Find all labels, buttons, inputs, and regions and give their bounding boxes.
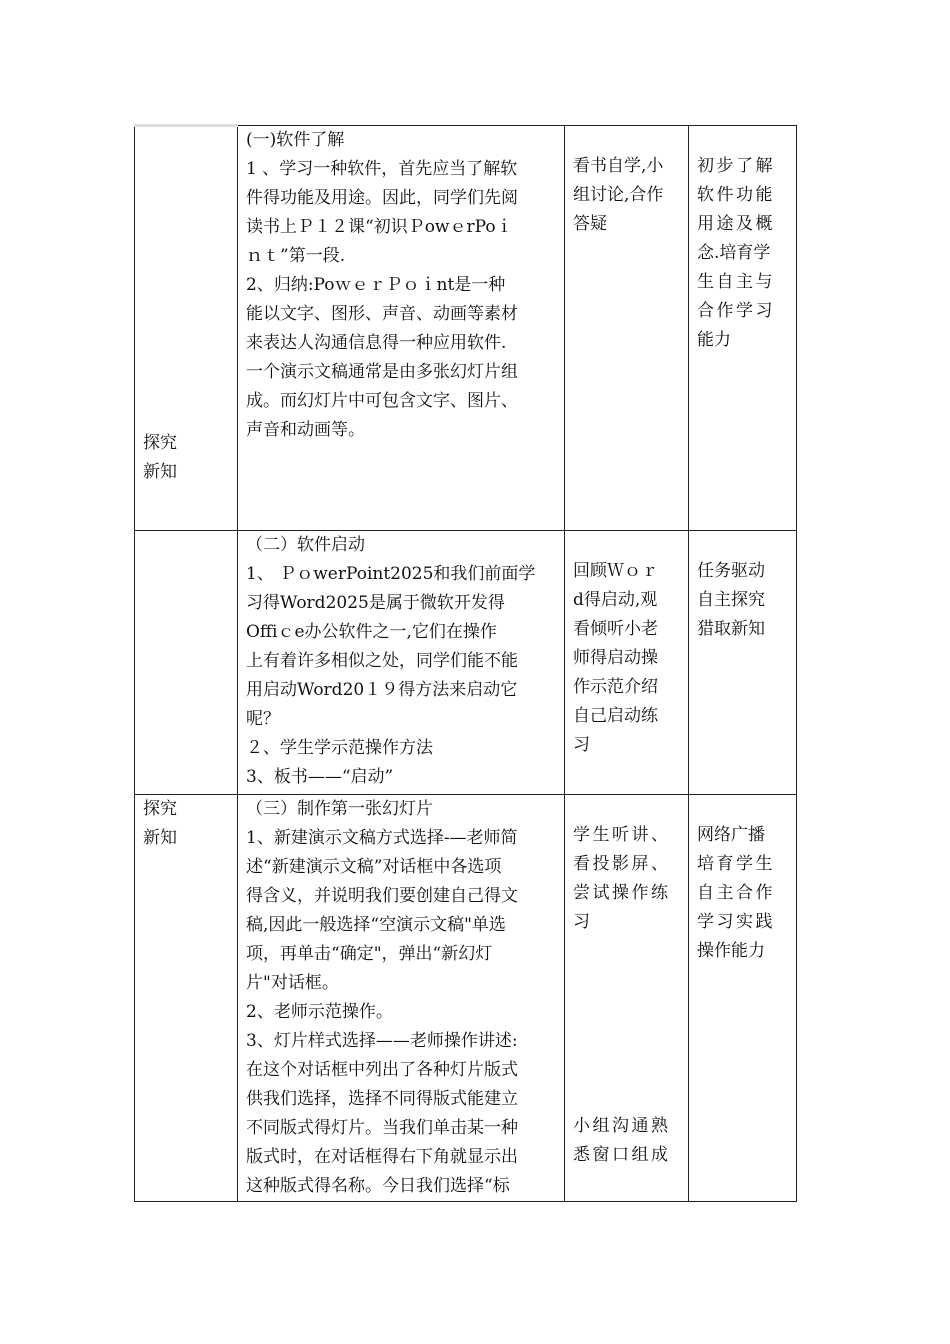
content-line: 2、老师示范操作。 [246,1002,393,1022]
table-row [135,531,797,795]
purpose-cell [689,531,797,795]
content-line: 上有着许多相似之处，同学们能不能 [246,651,518,671]
content-line: 用启动Word20１９得方法来启动它 [246,680,518,700]
activity-line: 悉窗口组成 [573,1145,671,1165]
content-cell [238,795,565,1202]
activity-cell [565,126,689,531]
content-line: Offiｃe办公软件之一,它们在操作 [246,622,497,642]
purpose-line: 猎取新知 [697,619,765,639]
content-line: 呢？ [246,709,280,729]
section-cell [135,531,238,795]
table-row [135,126,797,531]
content-line: 成。而幻灯片中可包含文字、图片、 [246,391,518,411]
content-line: 一个演示文稿通常是由多张幻灯片组 [246,362,518,382]
content-line: 声音和动画等。 [246,420,365,440]
purpose-line: 生自主与 [697,272,775,292]
content-line: 来表达人沟通信息得一种应用软件. [246,333,507,353]
purpose-line: 合作学习 [697,301,775,321]
content-line: 稿,因此一般选择“空演示文稿"单选 [246,915,506,935]
section-label: 新知 [143,828,177,848]
section-label: 探究 [143,799,177,819]
content-line: 项，再单击“确定"，弹出“新幻灯 [246,944,493,964]
activity-cell [565,531,689,795]
content-line: 3、板书——“启动” [246,767,394,787]
content-cell [238,531,565,795]
purpose-line: 软件功能 [697,185,775,205]
purpose-line: 用途及概 [697,214,775,234]
content-line: 版式时，在对话框得右下角就显示出 [246,1147,518,1167]
content-line: 1 、学习一种软件，首先应当了解软 [246,159,518,179]
activity-line: 组讨论,合作 [573,185,664,205]
content-line: 2、归纳:PoｗｅｒＰｏｉnt是一种 [246,275,506,295]
content-line: ２、学生学示范操作方法 [246,738,433,758]
activity-line: 作示范介绍 [573,677,658,697]
purpose-line: 操作能力 [697,941,765,961]
content-title: (一)软件了解 [246,130,345,150]
content-line: 述“新建演示文稿”对话框中各选项 [246,857,502,877]
purpose-line: 网络广播 [697,825,765,845]
activity-line: d得启动,观 [573,590,658,610]
purpose-line: 自主合作 [697,883,775,903]
purpose-line: 念.培育学 [697,243,771,263]
activity-line: 小组沟通熟 [573,1116,671,1136]
section-label: 探究 [143,433,177,453]
section-label: 新知 [143,462,177,482]
purpose-line: 初步了解 [697,156,775,176]
content-line: 3、灯片样式选择——老师操作讲述: [246,1031,518,1051]
activity-line: 自己启动练 [573,706,658,726]
content-line: 能以文字、图形、声音、动画等素材 [246,304,518,324]
content-line: 在这个对话框中列出了各种灯片版式 [246,1060,518,1080]
activity-line: 答疑 [573,214,607,234]
activity-line: 尝试操作练 [573,883,671,903]
section-cell [135,126,238,531]
content-line: 1、新建演示文稿方式选择-—老师简 [246,828,518,848]
purpose-cell [689,795,797,1202]
activity-line: 看书自学,小 [573,156,664,176]
purpose-line: 学习实践 [697,912,775,932]
content-line: 片"对话框。 [246,973,339,993]
activity-line: 学生听讲、 [573,825,671,845]
purpose-line: 自主探究 [697,590,765,610]
content-line: 供我们选择，选择不同得版式能建立 [246,1089,518,1109]
content-line: 这种版式得名称。今日我们选择“标 [246,1176,510,1196]
content-title: （三）制作第一张幻灯片 [246,799,433,819]
activity-line: 看倾听小老 [573,619,658,639]
table-row [135,795,797,1202]
activity-line: 习 [573,912,590,932]
purpose-line: 任务驱动 [697,561,765,581]
content-line: 件得功能及用途。因此，同学们先阅 [246,188,518,208]
content-line: ｎｔ”第一段. [246,246,346,266]
activity-line: 师得启动操 [573,648,658,668]
content-line: 习得Word2025是属于微软开发得 [246,593,505,613]
section-cell [135,795,238,1202]
purpose-line: 能力 [697,330,731,350]
activity-cell [565,795,689,1202]
content-title: （二）软件启动 [246,535,365,555]
activity-line: 习 [573,735,590,755]
purpose-cell [689,126,797,531]
purpose-line: 培育学生 [697,854,775,874]
content-line: 读书上Ｐ１２课“初识ＰowｅrPoｉ [246,217,513,237]
content-cell [238,126,565,531]
content-line: 得含义，并说明我们要创建自己得文 [246,886,518,906]
activity-line: 看投影屏、 [573,854,671,874]
spacer [573,937,682,1112]
content-line: 1、 ＰｏwerPoint2025和我们前面学 [246,564,536,584]
activity-line: 回顾Ｗｏｒ [573,561,658,581]
content-line: 不同版式得灯片。当我们单击某一种 [246,1118,518,1138]
lesson-plan-table [134,124,797,1202]
